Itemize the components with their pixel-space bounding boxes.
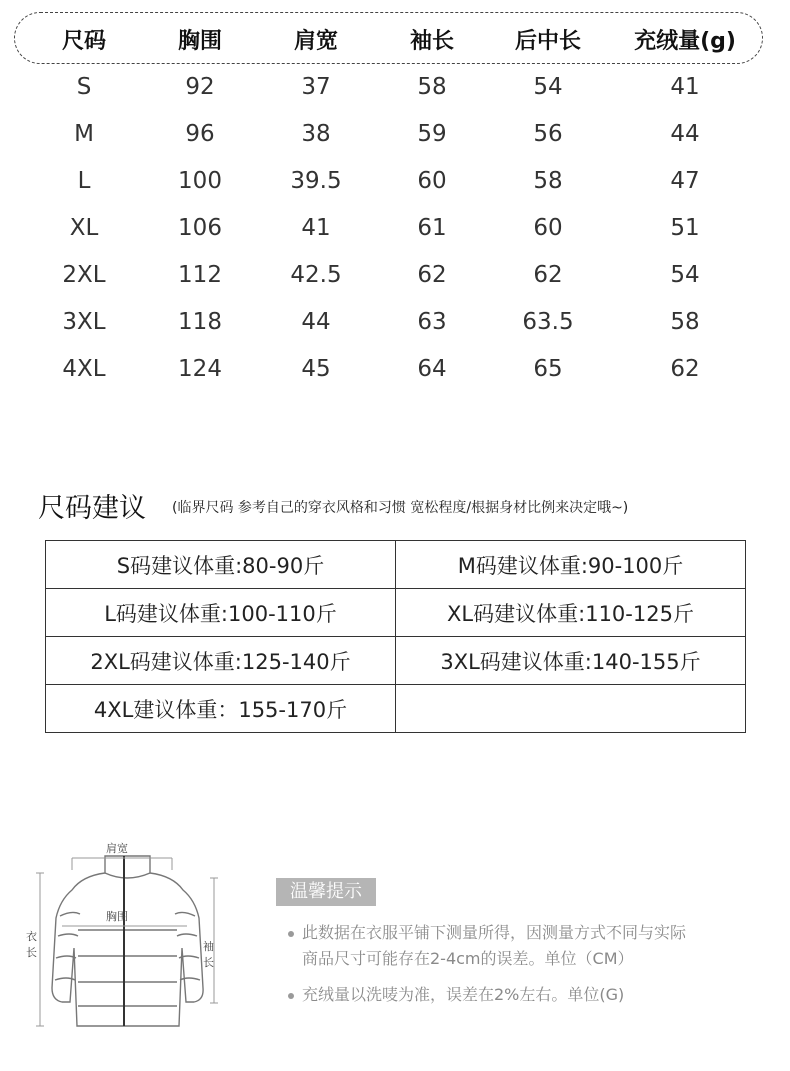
cell-chest: 106	[178, 215, 222, 241]
tip-text-1a: 此数据在衣服平铺下测量所得，因测量方式不同与实际	[302, 923, 687, 942]
header-size: 尺码	[61, 29, 107, 54]
rec-cell-3xl: 3XL码建议体重:140-155斤	[396, 637, 746, 685]
header-chest: 胸围	[177, 29, 223, 54]
header-shoulder: 肩宽	[293, 29, 339, 54]
cell-down-fill: 47	[670, 168, 700, 194]
cell-sleeve: 60	[417, 168, 447, 194]
cell-sleeve: 58	[417, 74, 447, 100]
cell-sleeve: 63	[417, 309, 447, 335]
jacket-measurement-diagram	[22, 838, 232, 1038]
bullet-icon	[288, 931, 294, 937]
cell-shoulder: 41	[301, 215, 331, 241]
bullet-icon	[288, 993, 294, 999]
tip-line-2	[288, 980, 624, 1010]
tip-line-1b: 商品尺寸可能存在2-4cm的误差。单位（CM）	[302, 949, 634, 968]
table-row	[46, 637, 746, 685]
rec-cell-2xl: 2XL码建议体重:125-140斤	[46, 637, 396, 685]
cell-size: M	[74, 121, 94, 147]
rec-cell-empty	[396, 685, 746, 733]
size-row-xl	[0, 215, 790, 255]
cell-sleeve: 62	[417, 262, 447, 288]
header-down-fill: 充绒量(g)	[634, 29, 736, 54]
cell-shoulder: 45	[301, 356, 331, 382]
tips-title: 温馨提示	[276, 878, 376, 906]
weight-recommendation-table	[45, 540, 746, 733]
cell-chest: 118	[178, 309, 222, 335]
diagram-sleeve-label-1: 袖	[203, 940, 214, 953]
rec-cell-4xl: 4XL建议体重：155-170斤	[46, 685, 396, 733]
diagram-chest-label: 胸围	[106, 910, 128, 923]
cell-back-length: 62	[533, 262, 563, 288]
rec-cell-s: S码建议体重:80-90斤	[46, 541, 396, 589]
cell-sleeve: 64	[417, 356, 447, 382]
table-row	[46, 589, 746, 637]
cell-back-length: 56	[533, 121, 563, 147]
rec-cell-l: L码建议体重:100-110斤	[46, 589, 396, 637]
recommendation-title: 尺码建议	[38, 493, 146, 524]
cell-sleeve: 61	[417, 215, 447, 241]
cell-back-length: 60	[533, 215, 563, 241]
cell-size: 2XL	[62, 262, 106, 288]
cell-size: 3XL	[62, 309, 106, 335]
size-row-m	[0, 121, 790, 161]
cell-chest: 124	[178, 356, 222, 382]
size-row-3xl	[0, 309, 790, 349]
cell-shoulder: 39.5	[290, 168, 342, 194]
size-row-l	[0, 168, 790, 208]
cell-shoulder: 38	[301, 121, 331, 147]
cell-down-fill: 41	[670, 74, 700, 100]
size-row-4xl	[0, 356, 790, 396]
cell-down-fill: 51	[670, 215, 700, 241]
cell-chest: 92	[185, 74, 215, 100]
table-row	[46, 685, 746, 733]
diagram-sleeve-label-2: 长	[203, 956, 214, 969]
cell-chest: 96	[185, 121, 215, 147]
cell-back-length: 65	[533, 356, 563, 382]
cell-sleeve: 59	[417, 121, 447, 147]
cell-back-length: 54	[533, 74, 563, 100]
diagram-length-label-1: 衣	[26, 930, 37, 943]
cell-back-length: 58	[533, 168, 563, 194]
header-sleeve: 袖长	[409, 29, 455, 54]
diagram-length-label-2: 长	[26, 946, 37, 959]
rec-cell-m: M码建议体重:90-100斤	[396, 541, 746, 589]
recommendation-subtitle: (临界尺码 参考自己的穿衣风格和习惯 宽松程度/根据身材比例来决定哦~)	[172, 500, 629, 516]
tip-text-2: 充绒量以洗唛为准，误差在2%左右。单位(G)	[302, 985, 625, 1004]
cell-back-length: 63.5	[522, 309, 574, 335]
cell-shoulder: 42.5	[290, 262, 342, 288]
size-row-2xl	[0, 262, 790, 302]
rec-cell-xl: XL码建议体重:110-125斤	[396, 589, 746, 637]
cell-size: 4XL	[62, 356, 106, 382]
cell-down-fill: 54	[670, 262, 700, 288]
cell-down-fill: 58	[670, 309, 700, 335]
cell-down-fill: 44	[670, 121, 700, 147]
table-row	[46, 541, 746, 589]
cell-chest: 112	[178, 262, 222, 288]
cell-size: S	[76, 74, 92, 100]
cell-size: L	[77, 168, 91, 194]
cell-down-fill: 62	[670, 356, 700, 382]
cell-shoulder: 37	[301, 74, 331, 100]
cell-shoulder: 44	[301, 309, 331, 335]
cell-size: XL	[69, 215, 99, 241]
header-back-length: 后中长	[514, 29, 582, 54]
diagram-shoulder-label: 肩宽	[106, 842, 128, 855]
size-row-s	[0, 74, 790, 114]
cell-chest: 100	[178, 168, 222, 194]
